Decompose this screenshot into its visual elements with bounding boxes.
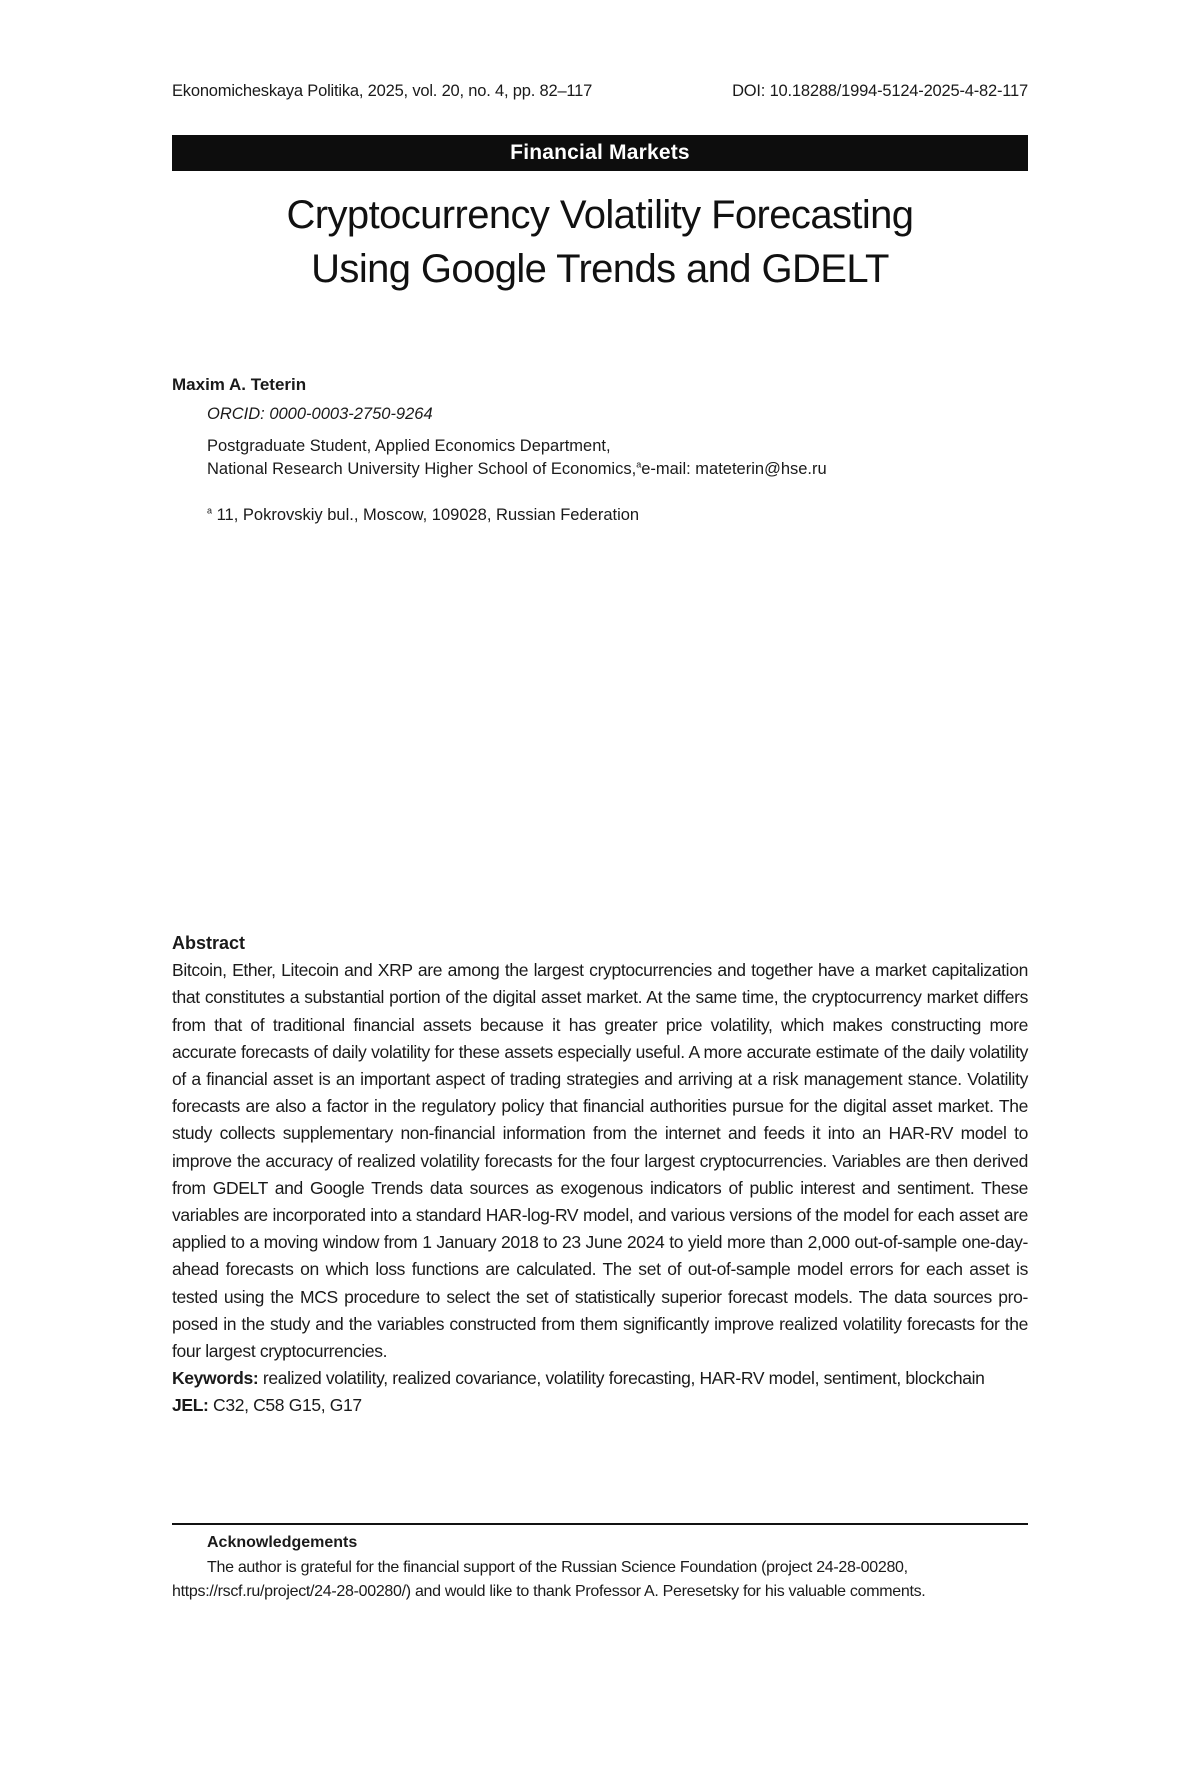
acknowledgements-line-2: https://rscf.ru/project/24-28-00280/) and would like to thank Professor A. Peresetsky for his valuable comments. bbox=[172, 1580, 1028, 1604]
author-institution: National Research University Higher School of Economics, bbox=[207, 460, 636, 478]
paper-title bbox=[172, 188, 1028, 296]
acknowledgements-line-1: The author is grateful for the financial support of the Russian Science Foundation (project 24-28-00280, bbox=[207, 1556, 1028, 1580]
author-affiliation bbox=[207, 458, 1028, 481]
abstract-section bbox=[172, 930, 1028, 1420]
running-header bbox=[172, 82, 1028, 101]
acknowledgements-section bbox=[207, 1531, 1028, 1604]
jel-label: JEL: bbox=[172, 1395, 209, 1415]
keywords-label: Keywords: bbox=[172, 1368, 258, 1388]
doi: DOI: 10.18288/1994-5124-2025-4-82-117 bbox=[732, 82, 1028, 101]
keywords-text: realized volatility, realized covariance, volatility forecasting, HAR-RV model, sentiment, blockchain bbox=[263, 1368, 985, 1388]
author-email: e-mail: mateterin@hse.ru bbox=[641, 460, 826, 478]
author-name: Maxim A. Teterin bbox=[172, 375, 1028, 395]
keywords-line bbox=[172, 1365, 1028, 1392]
author-block bbox=[172, 375, 1028, 527]
abstract-text: Bitcoin, Ether, Litecoin and XRP are among the largest cryptocurrencies and together have a market capitalization that constitutes a substantial portion of the digital asset market. At the same time, the cryptocurrency market differs from that of traditional financial assets because it has greater price volatility, which makes constructing more accurate forecasts of daily volatility for these assets especially useful. A more accurate estimate of the daily volatility of a financial asset is an important aspect of trading strategies and arriving at a risk management stance. Volatility forecasts are also a factor in the regulatory policy that financial authorities pursue for the digital asset market. The study collects supplementary non-financial information from the internet and feeds it into an HAR-RV model to improve the accuracy of realized volatility forecasts for the four largest cryptocurrencies. Variables are then derived from GDELT and Google Trends data sources as exogenous indicators of public interest and sentiment. These variables are incorporated into a standard HAR-log-RV model, and various versions of the model for each asset are applied to a moving window from 1 January 2018 to 23 June 2024 to yield more than 2,000 out-of-sample one-day-ahead forecasts on which loss functions are calculated. The set of out-of-sample model errors for each asset is tested using the MCS procedure to select the set of statistically superior forecast models. The data sources pro-posed in the study and the variables constructed from them significantly improve realized volatility forecasts for the four largest cryptocurrencies. bbox=[172, 957, 1028, 1365]
jel-line bbox=[172, 1392, 1028, 1419]
author-address: 11, Pokrovskiy bul., Moscow, 109028, Russian Federation bbox=[217, 506, 640, 524]
acknowledgements-heading: Acknowledgements bbox=[207, 1531, 1028, 1555]
journal-citation: Ekonomicheskaya Politika, 2025, vol. 20, no. 4, pp. 82–117 bbox=[172, 82, 592, 101]
section-bar bbox=[172, 135, 1028, 171]
title-line-2: Using Google Trends and GDELT bbox=[172, 242, 1028, 296]
paper-page bbox=[172, 0, 1028, 1786]
jel-codes: C32, C58 G15, G17 bbox=[213, 1395, 362, 1415]
title-line-1: Cryptocurrency Volatility Forecasting bbox=[172, 188, 1028, 242]
author-details bbox=[172, 405, 1028, 527]
abstract-heading: Abstract bbox=[172, 930, 1028, 957]
author-address-line bbox=[207, 504, 1028, 527]
author-orcid: ORCID: 0000-0003-2750-9264 bbox=[207, 405, 1028, 424]
address-marker: a bbox=[207, 506, 212, 516]
footnote-divider bbox=[172, 1523, 1028, 1525]
section-label: Financial Markets bbox=[510, 141, 690, 165]
affiliation-marker: a bbox=[636, 460, 641, 470]
author-position: Postgraduate Student, Applied Economics Department, bbox=[207, 435, 1028, 458]
